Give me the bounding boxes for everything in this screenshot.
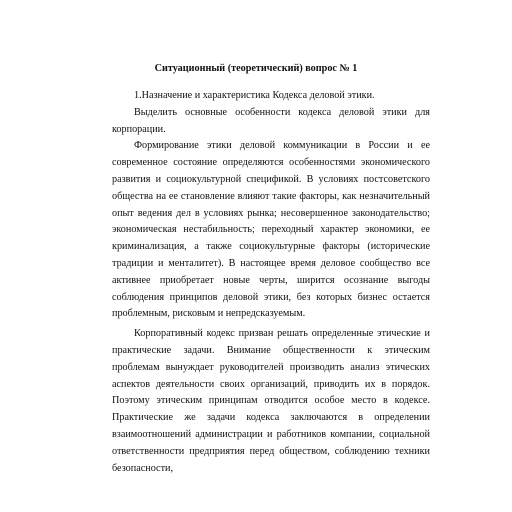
paragraph-task: Выделить основные особенности кодекса деловой этики для корпорации. [112, 106, 430, 135]
paragraph-topic: 1.Назначение и характеристика Кодекса деловой этики. [134, 90, 375, 101]
document-body [112, 88, 430, 477]
paragraph-corporate-code: Корпоративный кодекс призван решать определенные этические и практические задачи. Внимание общественности к этическим проблемам вынуждает руководителей производить анализ этических аспектов деятельности своих организаций, приводить их в порядок. Поэтому этическим принципам отводится особое место в кодексе. Практические же задачи кодекса заключаются в определении взаимоотношений администрации и работников компании, социальной ответственности предприятия перед обществом, соблюдению техники безопасности, [112, 328, 430, 474]
document-title: Ситуационный (теоретический) вопрос № 1 [154, 63, 358, 74]
paragraph-formation: Формирование этики деловой коммуникации в России и ее современное состояние определяются особенностями экономического развития и социокультурной спецификой. В условиях постсоветского общества на ее становление влияют такие факторы, как незначительный опыт ведения дел в условиях рынка; несовершенное законодательство; экономическая нестабильность; переходный характер экономики, ее криминализация, а также социокультурные факторы (исторические традиции и менталитет). В настоящее время деловое сообщество все активнее приобретает новые черты, ширится осознание выгоды соблюдения принципов деловой этики, без которых бизнес остается проблемным, рисковым и непредсказуемым. [112, 140, 430, 320]
